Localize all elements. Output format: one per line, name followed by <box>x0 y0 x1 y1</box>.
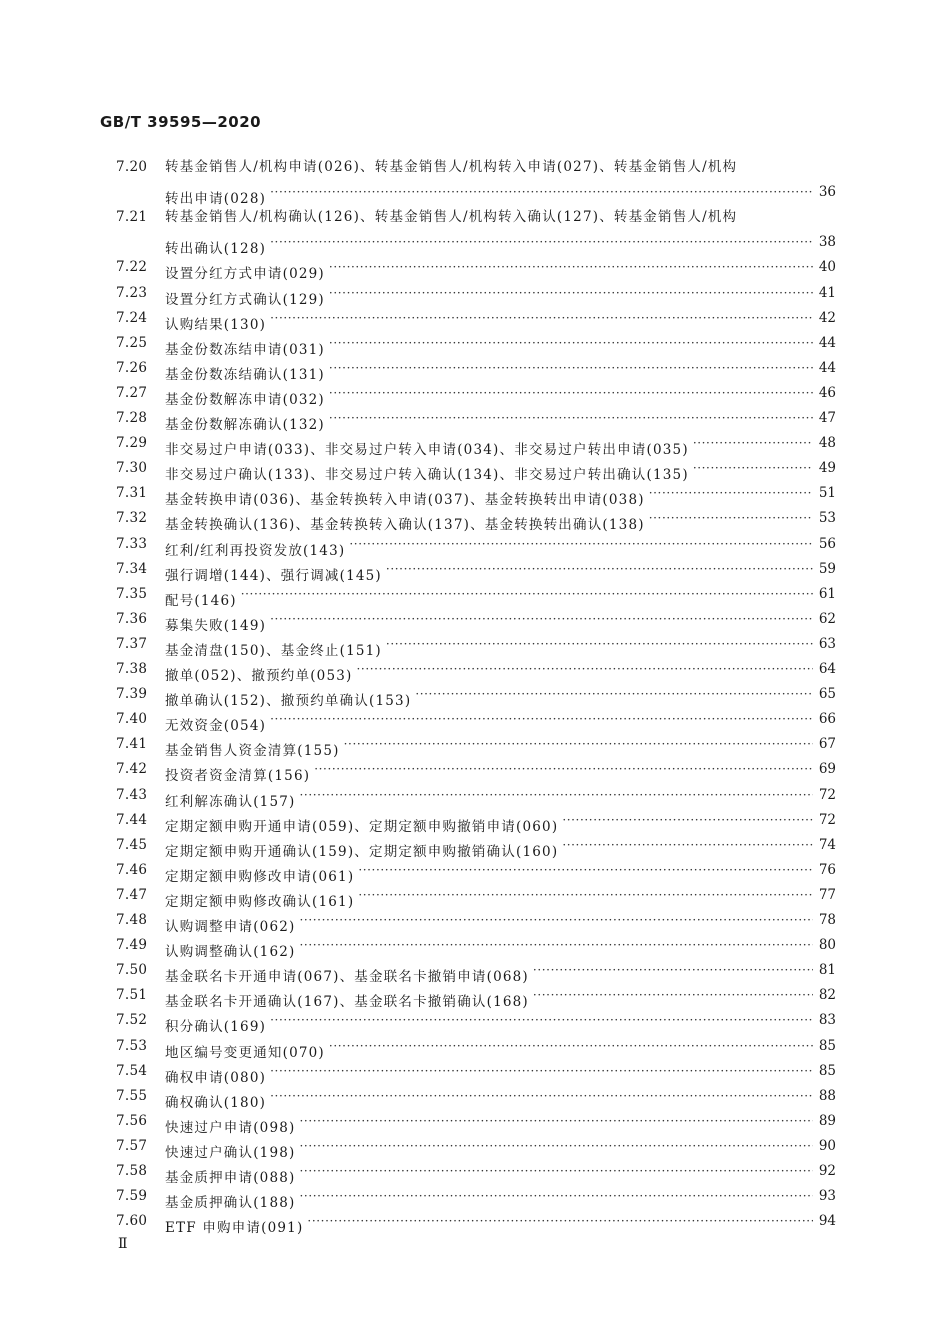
toc-row <box>0 834 950 860</box>
toc-row <box>0 758 950 784</box>
toc-entry-title: 无效资金(054) <box>165 718 267 734</box>
toc-row <box>0 809 950 835</box>
toc-leader-dots <box>693 457 813 479</box>
toc-leader-dots <box>329 407 813 429</box>
toc-row <box>0 332 950 358</box>
toc-section-number: 7.54 <box>116 1063 148 1079</box>
toc-leader-dots <box>307 1210 813 1232</box>
toc-entry-title: 基金质押确认(188) <box>165 1195 296 1211</box>
toc-row <box>0 683 950 709</box>
toc-entry-title: 确权申请(080) <box>165 1070 267 1086</box>
toc-page-number: 53 <box>818 510 836 526</box>
toc-row <box>0 733 950 759</box>
toc-page-number: 59 <box>818 561 836 577</box>
toc-section-number: 7.25 <box>116 335 148 351</box>
toc-row <box>0 1210 950 1236</box>
toc-section-number: 7.22 <box>116 259 148 275</box>
toc-entry-title: 设置分红方式确认(129) <box>165 292 325 308</box>
toc-page-number: 65 <box>818 686 836 702</box>
toc-leader-dots <box>300 1160 813 1182</box>
toc-row <box>0 633 950 659</box>
toc-page-number: 42 <box>818 310 836 326</box>
toc-row <box>0 206 950 228</box>
toc-entry-title: 定期定额申购修改确认(161) <box>165 894 355 910</box>
toc-entry-title: ETF 申购申请(091) <box>165 1220 304 1236</box>
toc-entry-title: 转出确认(128) <box>165 241 267 257</box>
toc-entry-title: 红利解冻确认(157) <box>165 794 296 810</box>
toc-entry-title: 基金质押申请(088) <box>165 1170 296 1186</box>
toc-leader-dots <box>300 909 813 931</box>
toc-page-number: 48 <box>818 435 836 451</box>
standard-header: GB/T 39595—2020 <box>100 113 262 131</box>
toc-section-number: 7.49 <box>116 937 148 953</box>
toc-entry-title: 认购调整确认(162) <box>165 944 296 960</box>
toc-row <box>0 407 950 433</box>
toc-entry-title: 地区编号变更通知(070) <box>165 1045 325 1061</box>
toc-page-number: 93 <box>818 1188 836 1204</box>
toc-entry-title: 非交易过户确认(133)、非交易过户转入确认(134)、非交易过户转出确认(135) <box>165 467 689 483</box>
toc-leader-dots <box>649 482 813 504</box>
toc-leader-dots <box>562 834 813 856</box>
toc-page-number: 88 <box>818 1088 836 1104</box>
toc-leader-dots <box>649 507 813 529</box>
toc-leader-dots <box>329 357 813 379</box>
toc-leader-dots <box>314 758 813 780</box>
toc-row <box>0 583 950 609</box>
toc-section-number: 7.55 <box>116 1088 148 1104</box>
toc-page-number: 83 <box>818 1012 836 1028</box>
toc-leader-dots <box>357 658 813 680</box>
toc-entry-title: 设置分红方式申请(029) <box>165 266 325 282</box>
toc-row <box>0 1185 950 1211</box>
toc-entry[interactable] <box>165 256 813 285</box>
toc-section-number: 7.42 <box>116 761 148 777</box>
toc-row <box>0 507 950 533</box>
toc-entry-title: 基金转换申请(036)、基金转换转入申请(037)、基金转换转出申请(038) <box>165 492 645 508</box>
toc-row <box>0 1035 950 1061</box>
toc-page-number: 80 <box>818 937 836 953</box>
toc-row <box>0 558 950 584</box>
toc-section-number: 7.40 <box>116 711 148 727</box>
toc-entry-title: 定期定额申购开通申请(059)、定期定额申购撤销申请(060) <box>165 819 559 835</box>
toc-entry-title: 基金份数解冻确认(132) <box>165 417 325 433</box>
toc-entry-title: 基金份数冻结确认(131) <box>165 367 325 383</box>
toc-leader-dots <box>329 282 813 304</box>
toc-page-number: 90 <box>818 1138 836 1154</box>
toc-leader-dots <box>533 984 813 1006</box>
toc-section-number: 7.23 <box>116 285 148 301</box>
toc-row <box>0 357 950 383</box>
toc-row <box>0 959 950 985</box>
toc-page-number: 63 <box>818 636 836 652</box>
toc-leader-dots <box>329 1035 813 1057</box>
toc-row <box>0 533 950 559</box>
toc-leader-dots <box>270 708 813 730</box>
toc-leader-dots <box>358 859 813 881</box>
toc-row <box>0 307 950 333</box>
toc-leader-dots <box>693 432 813 454</box>
toc-row <box>0 658 950 684</box>
toc-row <box>0 382 950 408</box>
toc-leader-dots <box>344 733 813 755</box>
toc-page-number: 67 <box>818 736 836 752</box>
toc-leader-dots <box>386 558 813 580</box>
toc-leader-dots <box>329 332 813 354</box>
toc-entry-title: 非交易过户申请(033)、非交易过户转入申请(034)、非交易过户转出申请(035) <box>165 442 689 458</box>
toc-section-number: 7.31 <box>116 485 148 501</box>
toc-entry-title: 转出申请(028) <box>165 191 267 207</box>
toc-section-number: 7.41 <box>116 736 148 752</box>
toc-leader-dots <box>300 934 813 956</box>
toc-entry-title: 转基金销售人/机构确认(126)、转基金销售人/机构转入确认(127)、转基金销售人/机构 <box>165 209 738 225</box>
toc-entry-title: 认购调整申请(062) <box>165 919 296 935</box>
toc-section-number: 7.36 <box>116 611 148 627</box>
toc-page-number: 36 <box>818 184 836 200</box>
toc-row <box>0 1009 950 1035</box>
toc-entry-title: 基金转换确认(136)、基金转换转入确认(137)、基金转换转出确认(138) <box>165 517 645 533</box>
toc-page-number: 82 <box>818 987 836 1003</box>
toc-entry[interactable] <box>165 1210 813 1239</box>
toc-page-number: 44 <box>818 335 836 351</box>
toc-page-number: 94 <box>818 1213 836 1229</box>
toc-section-number: 7.33 <box>116 536 148 552</box>
toc-leader-dots <box>300 1135 813 1157</box>
toc-entry[interactable] <box>165 1009 813 1038</box>
toc-row <box>0 1160 950 1186</box>
toc-page-number: 72 <box>818 812 836 828</box>
toc-page-number: 77 <box>818 887 836 903</box>
toc-entry-title: 投资者资金清算(156) <box>165 768 311 784</box>
toc-page-number: 46 <box>818 385 836 401</box>
toc-leader-dots <box>329 382 813 404</box>
toc-page-number: 76 <box>818 862 836 878</box>
toc-row <box>0 608 950 634</box>
toc-section-number: 7.51 <box>116 987 148 1003</box>
toc-page-number: 38 <box>818 234 836 250</box>
toc-page-number: 81 <box>818 962 836 978</box>
toc-leader-dots <box>329 256 813 278</box>
toc-row <box>0 984 950 1010</box>
toc-leader-dots <box>270 1085 813 1107</box>
toc-section-number: 7.29 <box>116 435 148 451</box>
toc-page-number: 78 <box>818 912 836 928</box>
toc-section-number: 7.21 <box>116 209 148 225</box>
toc-row <box>0 457 950 483</box>
toc-row <box>0 432 950 458</box>
toc-leader-dots <box>270 181 813 203</box>
toc-entry-title: 基金联名卡开通申请(067)、基金联名卡撤销申请(068) <box>165 969 529 985</box>
toc-row <box>0 181 950 207</box>
toc-row <box>0 909 950 935</box>
toc-leader-dots <box>241 583 813 605</box>
toc-page-number: 66 <box>818 711 836 727</box>
toc-entry-title: 强行调增(144)、强行调减(145) <box>165 568 382 584</box>
toc-entry-title: 配号(146) <box>165 593 237 609</box>
toc-entry-title: 红利/红利再投资发放(143) <box>165 543 346 559</box>
toc-entry-title: 基金联名卡开通确认(167)、基金联名卡撤销确认(168) <box>165 994 529 1010</box>
toc-section-number: 7.48 <box>116 912 148 928</box>
toc-section-number: 7.44 <box>116 812 148 828</box>
toc-section-number: 7.27 <box>116 385 148 401</box>
toc-section-number: 7.46 <box>116 862 148 878</box>
toc-page-number: 69 <box>818 761 836 777</box>
toc-row <box>0 784 950 810</box>
toc-section-number: 7.60 <box>116 1213 148 1229</box>
toc-section-number: 7.38 <box>116 661 148 677</box>
toc-entry-title: 基金清盘(150)、基金终止(151) <box>165 643 382 659</box>
toc-section-number: 7.24 <box>116 310 148 326</box>
toc-entry-title: 快速过户确认(198) <box>165 1145 296 1161</box>
toc-page-number: 41 <box>818 285 836 301</box>
toc-leader-dots <box>270 608 813 630</box>
toc-section-number: 7.37 <box>116 636 148 652</box>
toc-entry-title: 积分确认(169) <box>165 1019 267 1035</box>
toc-page-number: 64 <box>818 661 836 677</box>
toc-section-number: 7.52 <box>116 1012 148 1028</box>
toc-leader-dots <box>270 1009 813 1031</box>
toc-leader-dots <box>270 307 813 329</box>
toc-row <box>0 934 950 960</box>
toc-section-number: 7.30 <box>116 460 148 476</box>
toc-section-number: 7.28 <box>116 410 148 426</box>
toc-section-number: 7.34 <box>116 561 148 577</box>
toc-page-number: 40 <box>818 259 836 275</box>
toc-row <box>0 1060 950 1086</box>
toc-row <box>0 1085 950 1111</box>
toc-page-number: 74 <box>818 837 836 853</box>
toc-section-number: 7.20 <box>116 159 148 175</box>
toc-section-number: 7.45 <box>116 837 148 853</box>
toc-leader-dots <box>270 1060 813 1082</box>
toc-section-number: 7.26 <box>116 360 148 376</box>
toc-page-number: 89 <box>818 1113 836 1129</box>
toc-row <box>0 256 950 282</box>
toc-entry[interactable] <box>165 507 813 536</box>
toc-page-number: 49 <box>818 460 836 476</box>
toc-row <box>0 156 950 178</box>
toc-page-number: 47 <box>818 410 836 426</box>
toc-leader-dots <box>562 809 813 831</box>
toc-row <box>0 282 950 308</box>
toc-section-number: 7.35 <box>116 586 148 602</box>
toc-entry-title: 募集失败(149) <box>165 618 267 634</box>
toc-entry-title: 撤单(052)、撤预约单(053) <box>165 668 353 684</box>
toc-entry-title: 转基金销售人/机构申请(026)、转基金销售人/机构转入申请(027)、转基金销售人/机构 <box>165 159 738 175</box>
page-number-footer: Ⅱ <box>118 1236 128 1252</box>
toc-leader-dots <box>300 1185 813 1207</box>
toc-leader-dots <box>300 1110 813 1132</box>
toc-section-number: 7.56 <box>116 1113 148 1129</box>
toc-page-number: 72 <box>818 787 836 803</box>
toc-entry-title: 定期定额申购开通确认(159)、定期定额申购撤销确认(160) <box>165 844 559 860</box>
toc-page-number: 51 <box>818 485 836 501</box>
toc-page-number: 92 <box>818 1163 836 1179</box>
toc-leader-dots <box>533 959 813 981</box>
toc-page-number: 61 <box>818 586 836 602</box>
toc-page-number: 56 <box>818 536 836 552</box>
toc-page-number: 85 <box>818 1063 836 1079</box>
toc-entry-title: 快速过户申请(098) <box>165 1120 296 1136</box>
toc-section-number: 7.47 <box>116 887 148 903</box>
toc-section-number: 7.58 <box>116 1163 148 1179</box>
toc-section-number: 7.53 <box>116 1038 148 1054</box>
toc-row <box>0 482 950 508</box>
toc-entry-title: 撤单确认(152)、撤预约单确认(153) <box>165 693 412 709</box>
toc-entry-title: 基金份数冻结申请(031) <box>165 342 325 358</box>
toc-leader-dots <box>349 533 813 555</box>
toc-section-number: 7.39 <box>116 686 148 702</box>
toc-entry-title: 定期定额申购修改申请(061) <box>165 869 355 885</box>
toc-row <box>0 859 950 885</box>
toc-entry-title: 认购结果(130) <box>165 317 267 333</box>
toc-leader-dots <box>300 784 813 806</box>
toc-section-number: 7.43 <box>116 787 148 803</box>
toc-leader-dots <box>386 633 813 655</box>
toc-page-number: 62 <box>818 611 836 627</box>
toc-row <box>0 1135 950 1161</box>
toc-row <box>0 231 950 257</box>
toc-section-number: 7.59 <box>116 1188 148 1204</box>
toc-entry-title: 基金销售人资金清算(155) <box>165 743 340 759</box>
toc-section-number: 7.57 <box>116 1138 148 1154</box>
toc-page-number: 85 <box>818 1038 836 1054</box>
toc-leader-dots <box>270 231 813 253</box>
toc-entry-title: 确权确认(180) <box>165 1095 267 1111</box>
toc-entry[interactable] <box>165 758 813 787</box>
toc-row <box>0 884 950 910</box>
toc-row <box>0 708 950 734</box>
toc-section-number: 7.32 <box>116 510 148 526</box>
toc-row <box>0 1110 950 1136</box>
toc-page-number: 44 <box>818 360 836 376</box>
toc-section-number: 7.50 <box>116 962 148 978</box>
toc-leader-dots <box>358 884 813 906</box>
toc-leader-dots <box>415 683 813 705</box>
toc-entry-title: 基金份数解冻申请(032) <box>165 392 325 408</box>
